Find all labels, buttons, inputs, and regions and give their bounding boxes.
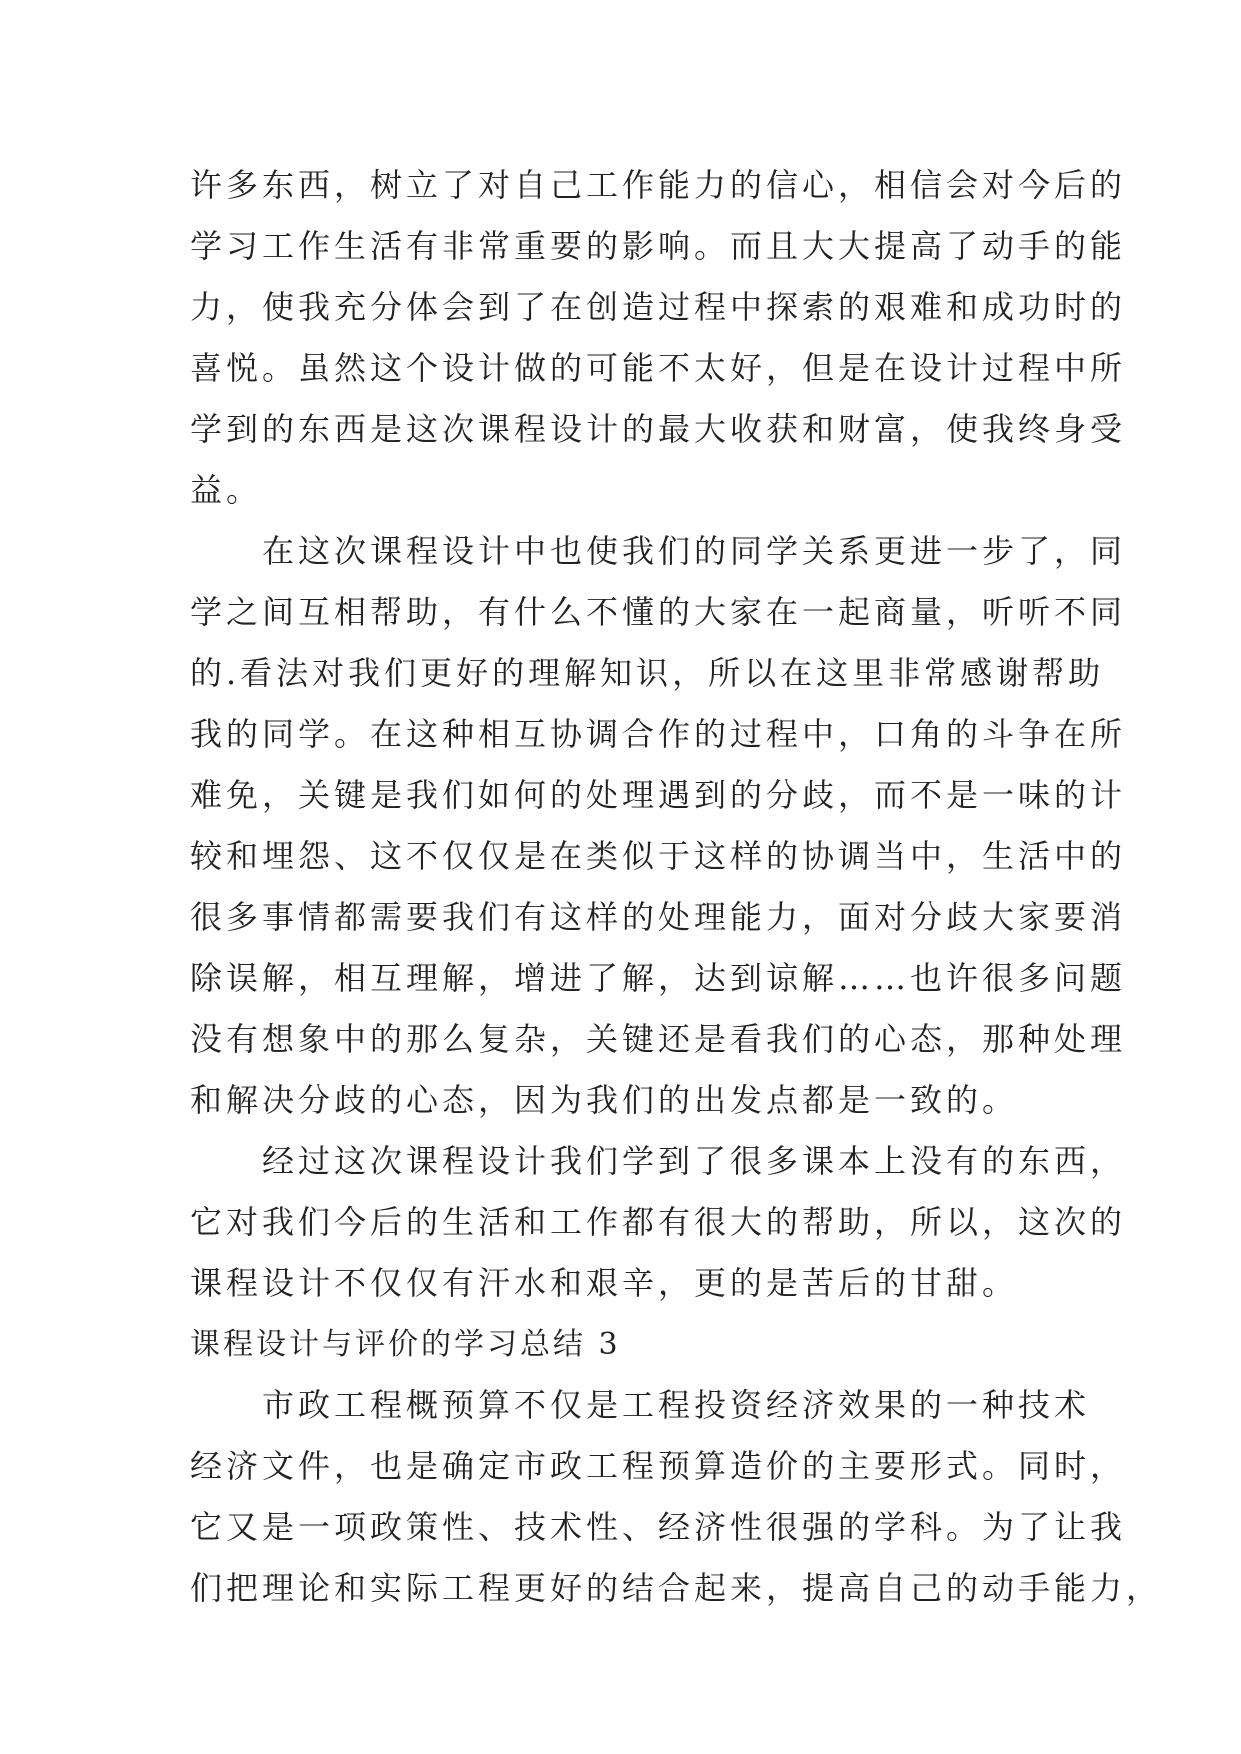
text-line: 学习工作生活有非常重要的影响。而且大大提高了动手的能	[190, 227, 1127, 265]
text-line: 它对我们今后的生活和工作都有很大的帮助，所以，这次的	[190, 1203, 1127, 1241]
paragraph-1	[190, 155, 1127, 521]
paragraph-4	[190, 1375, 1163, 1619]
text-line: 益。	[190, 471, 263, 509]
text-line: 许多东西，树立了对自己工作能力的信心，相信会对今后的	[190, 166, 1127, 204]
text-line: 在这次课程设计中也使我们的同学关系更进一步了，同	[190, 532, 1127, 570]
text-line: 力，使我充分体会到了在创造过程中探索的艰难和成功时的	[190, 288, 1127, 326]
text-line: 学之间互相帮助，有什么不懂的大家在一起商量，听听不同	[190, 593, 1127, 631]
paragraph-3	[190, 1131, 1127, 1314]
text-line: 的.看法对我们更好的理解知识，所以在这里非常感谢帮助	[190, 654, 1105, 692]
text-line: 们把理论和实际工程更好的结合起来，提高自己的动手能力，	[190, 1569, 1163, 1607]
section-heading: 课程设计与评价的学习总结 3	[190, 1327, 621, 1362]
paragraph-2	[190, 521, 1127, 1131]
text-line: 经过这次课程设计我们学到了很多课本上没有的东西，	[190, 1142, 1127, 1180]
text-line: 市政工程概预算不仅是工程投资经济效果的一种技术	[190, 1386, 1091, 1424]
text-line: 它又是一项政策性、技术性、经济性很强的学科。为了让我	[190, 1508, 1127, 1546]
text-line: 我的同学。在这种相互协调合作的过程中，口角的斗争在所	[190, 715, 1127, 753]
text-line: 学到的东西是这次课程设计的最大收获和财富，使我终身受	[190, 410, 1127, 448]
text-line: 难免，关键是我们如何的处理遇到的分歧，而不是一味的计	[190, 776, 1127, 814]
text-line: 较和埋怨、这不仅仅是在类似于这样的协调当中，生活中的	[190, 837, 1127, 875]
text-line: 很多事情都需要我们有这样的处理能力，面对分歧大家要消	[190, 898, 1127, 936]
text-line: 没有想象中的那么复杂，关键还是看我们的心态，那种处理	[190, 1020, 1127, 1058]
document-body	[190, 155, 1163, 1619]
text-line: 课程设计不仅仅有汗水和艰辛，更的是苦后的甘甜。	[190, 1264, 1019, 1302]
text-line: 经济文件，也是确定市政工程预算造价的主要形式。同时，	[190, 1447, 1127, 1485]
text-line: 除误解，相互理解，增进了解，达到谅解……也许很多问题	[190, 959, 1127, 997]
text-line: 喜悦。虽然这个设计做的可能不太好，但是在设计过程中所	[190, 349, 1127, 387]
text-line: 和解决分歧的心态，因为我们的出发点都是一致的。	[190, 1081, 1019, 1119]
